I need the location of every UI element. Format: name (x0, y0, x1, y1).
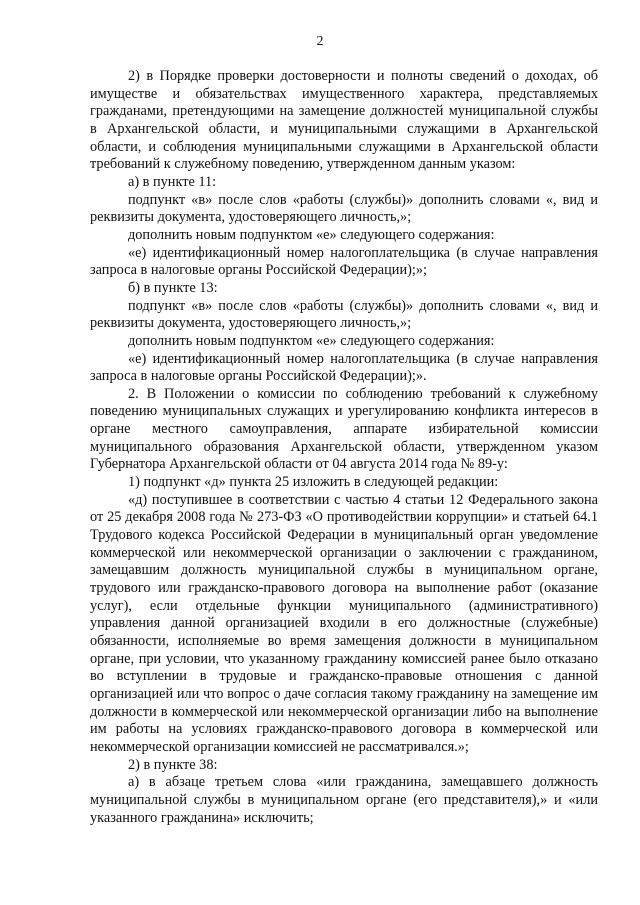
paragraph-subitem-v-point-11: подпункт «в» после слов «работы (службы)» дополнить словами «, вид и реквизиты документа, удостоверяющего личность,»; (90, 191, 598, 226)
paragraph-subitem-2-point-38: 2) в пункте 38: (128, 756, 218, 773)
paragraph-item-a-point-11: а) в пункте 11: (128, 173, 217, 190)
paragraph-add-subitem-e-point-13: дополнить новым подпунктом «е» следующего содержания: (128, 332, 495, 349)
paragraph-subitem-e-text-point-13: «е) идентификационный номер налогоплательщика (в случае направления запроса в налоговые органы Российской Федерации);». (90, 350, 598, 385)
paragraph-item-a-point-38: а) в абзаце третьем слова «или гражданина, замещавшего должность муниципальной службы в муниципальном органе (его представителя),» и «или указанного гражданина» исключить; (90, 774, 598, 826)
paragraph-item-2-commission: 2. В Положении о комиссии по соблюдению требований к служебному поведению муниципальных служащих и урегулированию конфликта интересов в органе местного самоуправления, аппарате избирательной комиссии муниципального образования Архангельской области, утвержденном указом Губернатора Архангельской области от 04 августа 2014 года № 89-у: (90, 385, 598, 473)
paragraph-item-b-point-13: б) в пункте 13: (128, 279, 218, 296)
paragraph-subitem-e-text-point-11: «е) идентификационный номер налогоплательщика (в случае направления запроса в налоговые органы Российской Федерации);»; (90, 244, 598, 279)
page-number: 2 (316, 34, 324, 49)
paragraph-subitem-d-text: «д) поступившее в соответствии с частью 4 статьи 12 Федерального закона от 25 декабря 2008 года № 273-ФЗ «О противодействии коррупции» и статьей 64.1 Трудового кодекса Российской Федерации в муниципальный орган уведомление коммерческой или некоммерческой организации о заключении с гражданином, замещавшим должность муниципальной службы в муниципальном органе, трудового или гражданско-правового договора на выполнение работ (оказание услуг), если отдельные функции муниципального (административного) управления данной организацией входили в его должностные (служебные) обязанности, исполняемые во время замещения должности в муниципальном органе, при условии, что указанному гражданину комиссией ранее было отказано во вступлении в трудовые и гражданско-правовые отношения с данной организацией или что вопрос о даче согласия такому гражданину на замещение им должности в коммерческой или некоммерческой организации либо на выполнение им работы на условиях гражданско-правового договора в коммерческой или некоммерческой организации комиссией не рассматривался.»; (90, 491, 598, 755)
paragraph-subitem-v-point-13: подпункт «в» после слов «работы (службы)» дополнить словами «, вид и реквизиты документа, удостоверяющего личность,»; (90, 297, 598, 332)
document-body (90, 68, 598, 827)
paragraph-add-subitem-e-point-11: дополнить новым подпунктом «е» следующего содержания: (128, 226, 495, 243)
paragraph-subitem-1-point-25: 1) подпункт «д» пункта 25 изложить в следующей редакции: (128, 474, 499, 491)
paragraph-intro-item-2: 2) в Порядке проверки достоверности и полноты сведений о доходах, об имуществе и обязательствах имущественного характера, представляемых гражданами, претендующими на замещение должностей муниципальной службы в Архангельской области, и муниципальными служащими в Архангельской области, и соблюдения муниципальными служащими в Архангельской области требований к служебному поведению, утвержденном данным указом: (90, 68, 598, 173)
